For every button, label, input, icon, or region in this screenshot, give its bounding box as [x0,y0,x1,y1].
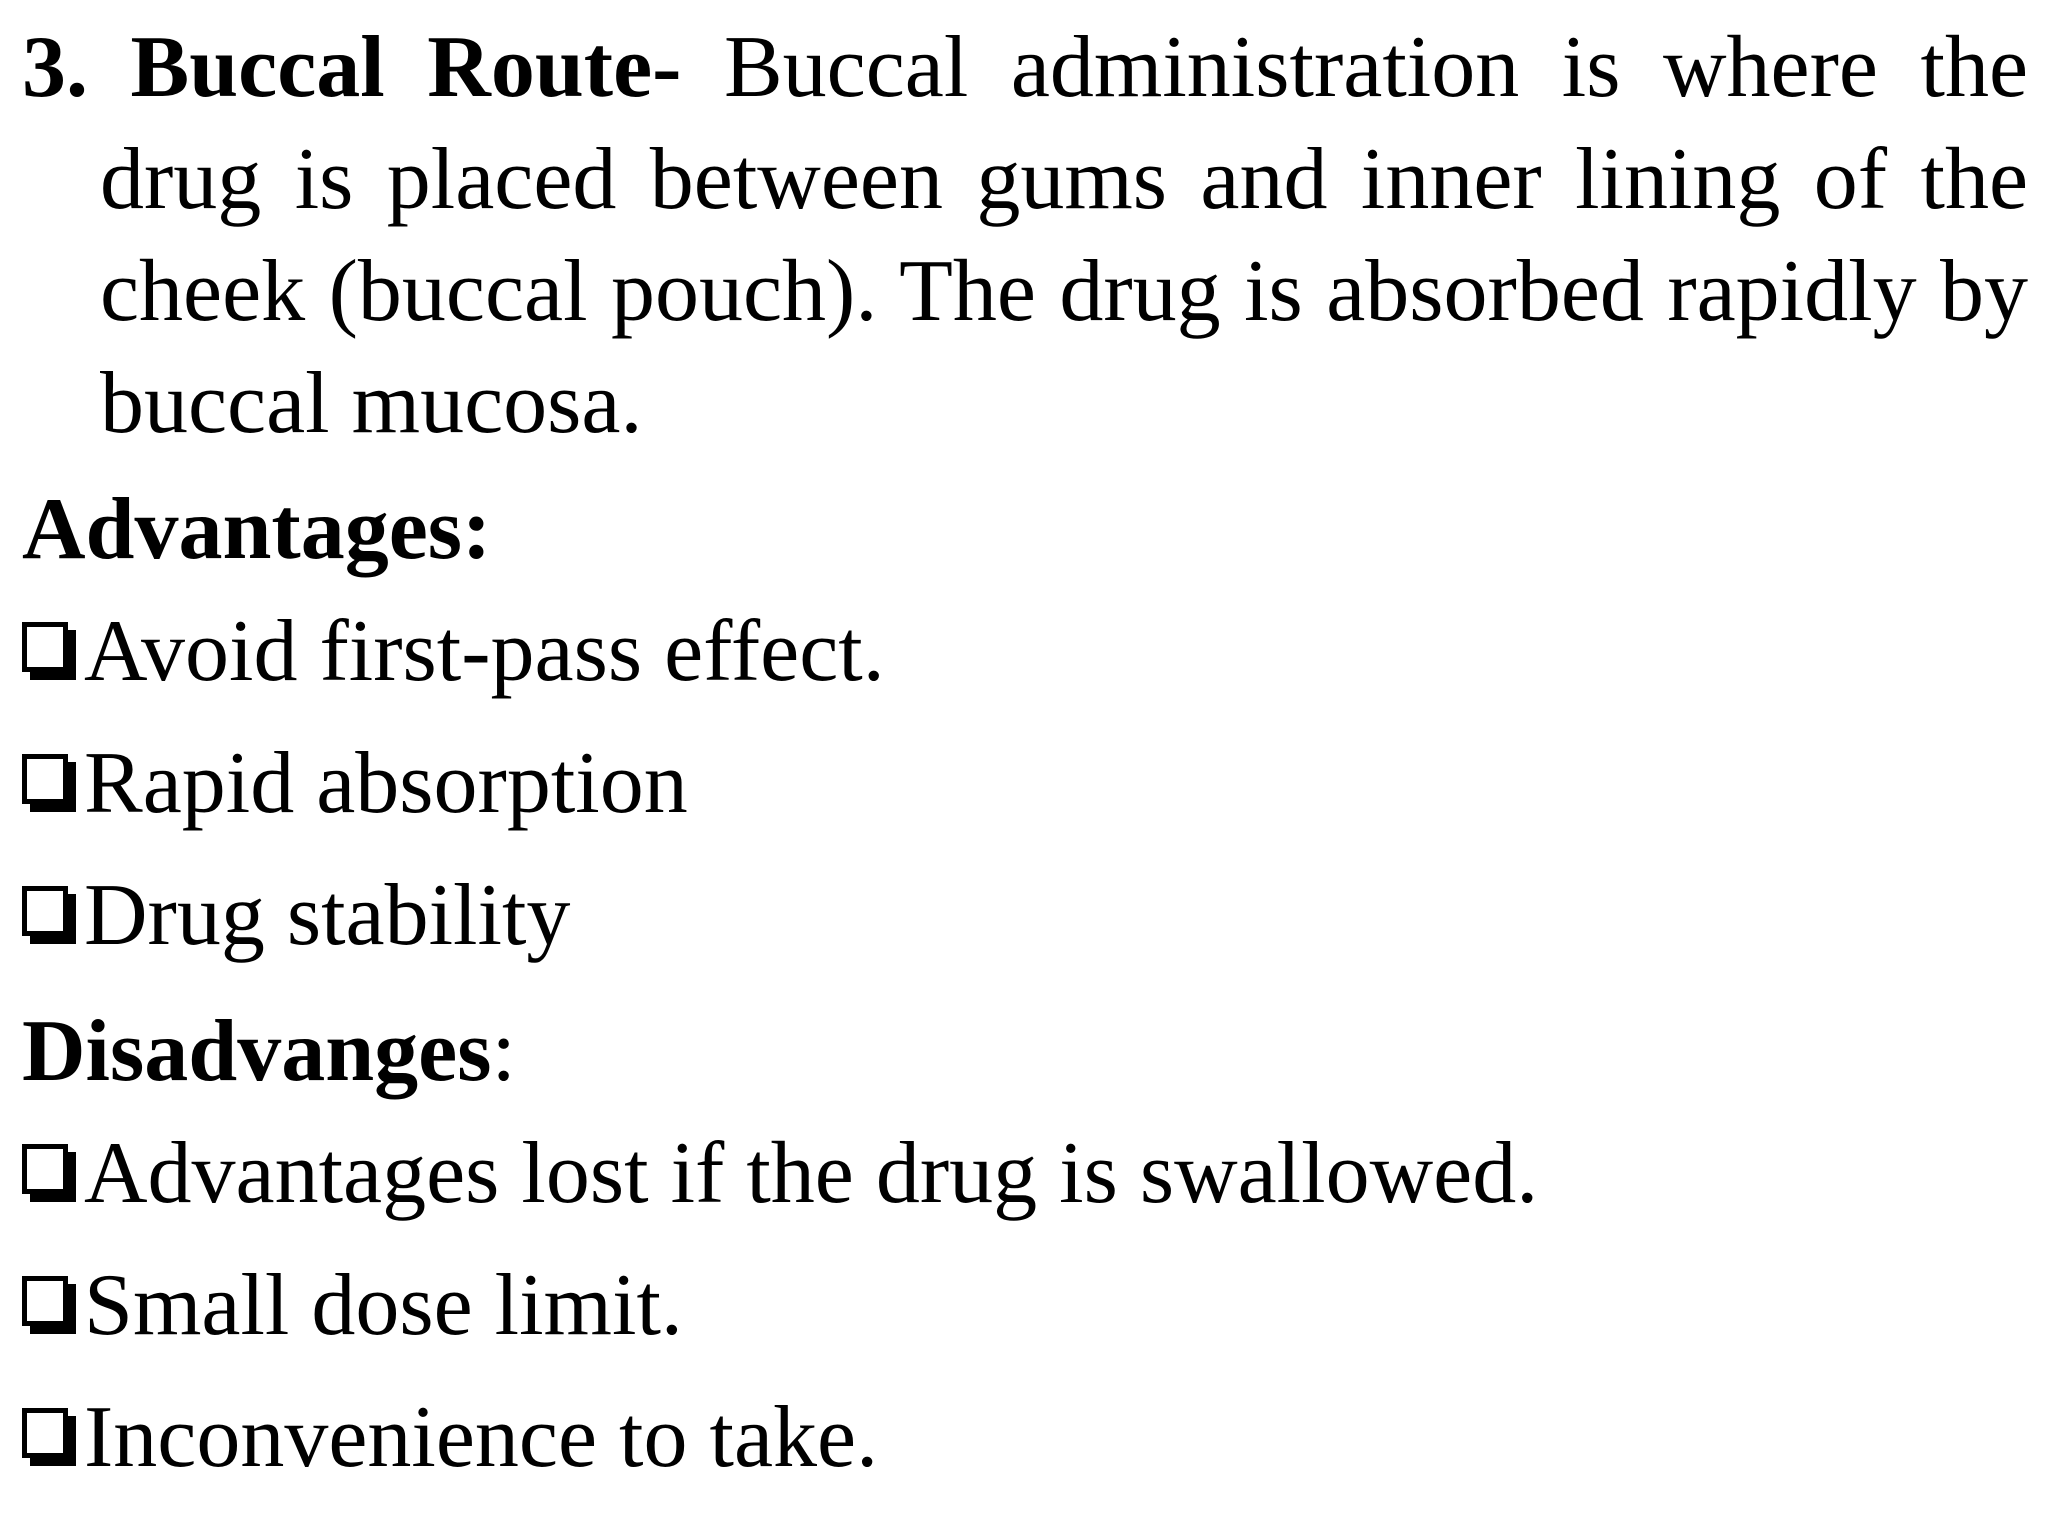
disadvantage-text: Advantages lost if the drug is swallowed. [84,1125,1539,1222]
disadvantages-heading [22,996,2028,1108]
list-item [22,718,2028,850]
intro-paragraph [22,12,2028,460]
route-description: Buccal administration is where the drug is placed between gums and inner lining of the cheek (buccal pouch). The drug is absorbed rapidly by buccal mucosa. [100,19,2029,452]
list-item [22,1240,2028,1372]
disadvantage-text: Inconvenience to take. [84,1389,879,1486]
disadvantages-list [22,1108,2028,1504]
list-item [22,1108,2028,1240]
list-item [22,586,2028,718]
advantages-heading-text: Advantages: [22,481,492,578]
checkbox-square-icon [22,622,78,682]
disadvantage-text: Small dose limit. [84,1257,683,1354]
checkbox-square-icon [22,1408,78,1468]
list-item [22,1372,2028,1504]
advantage-text: Drug stability [84,867,571,964]
checkbox-square-icon [22,1144,78,1204]
advantages-list [22,586,2028,982]
disadvantages-heading-colon: : [491,1003,516,1100]
advantage-text: Avoid first-pass effect. [84,603,885,700]
checkbox-square-icon [22,754,78,814]
advantage-text: Rapid absorption [84,735,688,832]
list-item [22,850,2028,982]
disadvantages-heading-text: Disadvanges [22,1003,492,1100]
route-title: 3. Buccal Route- [22,19,682,116]
checkbox-square-icon [22,1276,78,1336]
advantages-heading [22,474,2028,586]
checkbox-square-icon [22,886,78,946]
